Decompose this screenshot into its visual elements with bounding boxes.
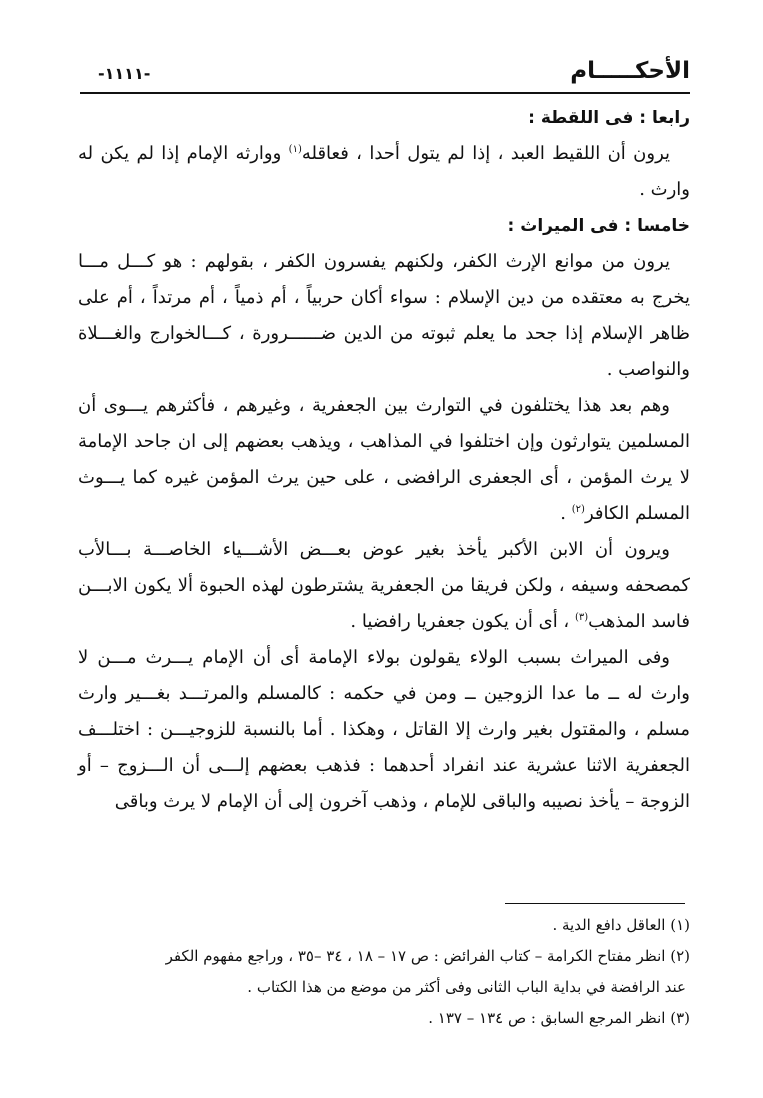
footnote-3: (٣) انظر المرجع السابق : ص ١٣٤ – ١٣٧ . [428, 1009, 690, 1027]
paragraph: ويرون أن الابن الأكبر يأخذ بغير عوض بعـــض الأشـــياء الخاصـــة بـــالأب كمصحفه وسيفه ، ولكن فريقا من الجعفرية يشترطون لهذه الحبوة ألا يكون الابـــن فاسد المذهب$^{(٣)}$ ، أى أن يكون جعفريا رافضيا . [78, 539, 690, 632]
paragraph: وفى الميراث بسبب الولاء يقولون بولاء الإمامة أى أن الإمام يـــرث مـــن لا وارث له ــ ما عدا الزوجين ــ ومن في حكمه : كالمسلم والمرتـــد بغـــير وارث مسلم ، والمقتول بغير وارث إلا القاتل ، وهكذا . أما بالنسبة للزوجيـــن : اختلـــف الجعفرية الاثنا عشرية عند انفراد أحدهما : فذهب بعضهم إلـــى أن الـــزوج – أو الزوجة – يأخذ نصيبه والباقى للإمام ، وذهب آخرون إلى أن الإمام لا يرث وباقى [78, 647, 690, 812]
footnote-separator [505, 903, 685, 904]
footnotes [78, 910, 690, 1034]
page-number: -١١١١- [98, 64, 151, 83]
footnote-ref: (١) [288, 144, 302, 155]
paragraph: يرون من موانع الإرث الكفر، ولكنهم يفسرون الكفر ، بقولهم : هو كـــل مـــا يخرج به معتقده من دين الإسلام : سواء أكان حربياً ، أم ذمياً ، أم مرتداً ، أم على ظاهر الإسلام إذا جحد ما يعلم ثبوته من الدين ضــــــرورة ، كـــالخوارج والغـــلاة والنواصب . [78, 251, 690, 380]
paragraph: وهم بعد هذا يختلفون في التوارث بين الجعفرية ، وغيرهم ، فأكثرهم يـــوى أن المسلمين يتوارثون وإن اختلفوا في المذاهب ، ويذهب بعضهم إلى ان جاحد الإمامة لا يرث المؤمن ، أى الجعفرى الرافضى ، على حين يرث المؤمن غيره كما يـــوث المسلم الكافر$^{(٢)}$ . [78, 395, 690, 524]
footnote-ref: (٢) [571, 504, 585, 515]
footnote-2-continued: عند الرافضة في بداية الباب الثانى وفى أكثر من موضع من هذا الكتاب . [247, 978, 686, 996]
section-heading: رابعا : فى اللقطة : [528, 108, 690, 128]
footnote-ref: (٣) [574, 612, 589, 623]
section-found-child [78, 100, 690, 208]
running-title: الأحكـــــام [570, 58, 690, 84]
section-heading: خامسا : فى الميراث : [507, 216, 690, 236]
paragraph: يرون أن اللقيط العبد ، إذا لم يتول أحدا ، فعاقله$^{(١)}$ ووارثه الإمام إذا لم يكن له وارث . [78, 143, 690, 200]
page-header [80, 58, 690, 94]
footnote-1: (١) العاقل دافع الدية . [552, 916, 690, 934]
section-inheritance [78, 208, 690, 820]
page-body [78, 100, 690, 820]
footnote-2: (٢) انظر مفتاح الكرامة – كتاب الفرائض : ص ١٧ – ١٨ ، ٣٤ –٣٥ ، وراجع مفهوم الكفر [165, 947, 690, 965]
